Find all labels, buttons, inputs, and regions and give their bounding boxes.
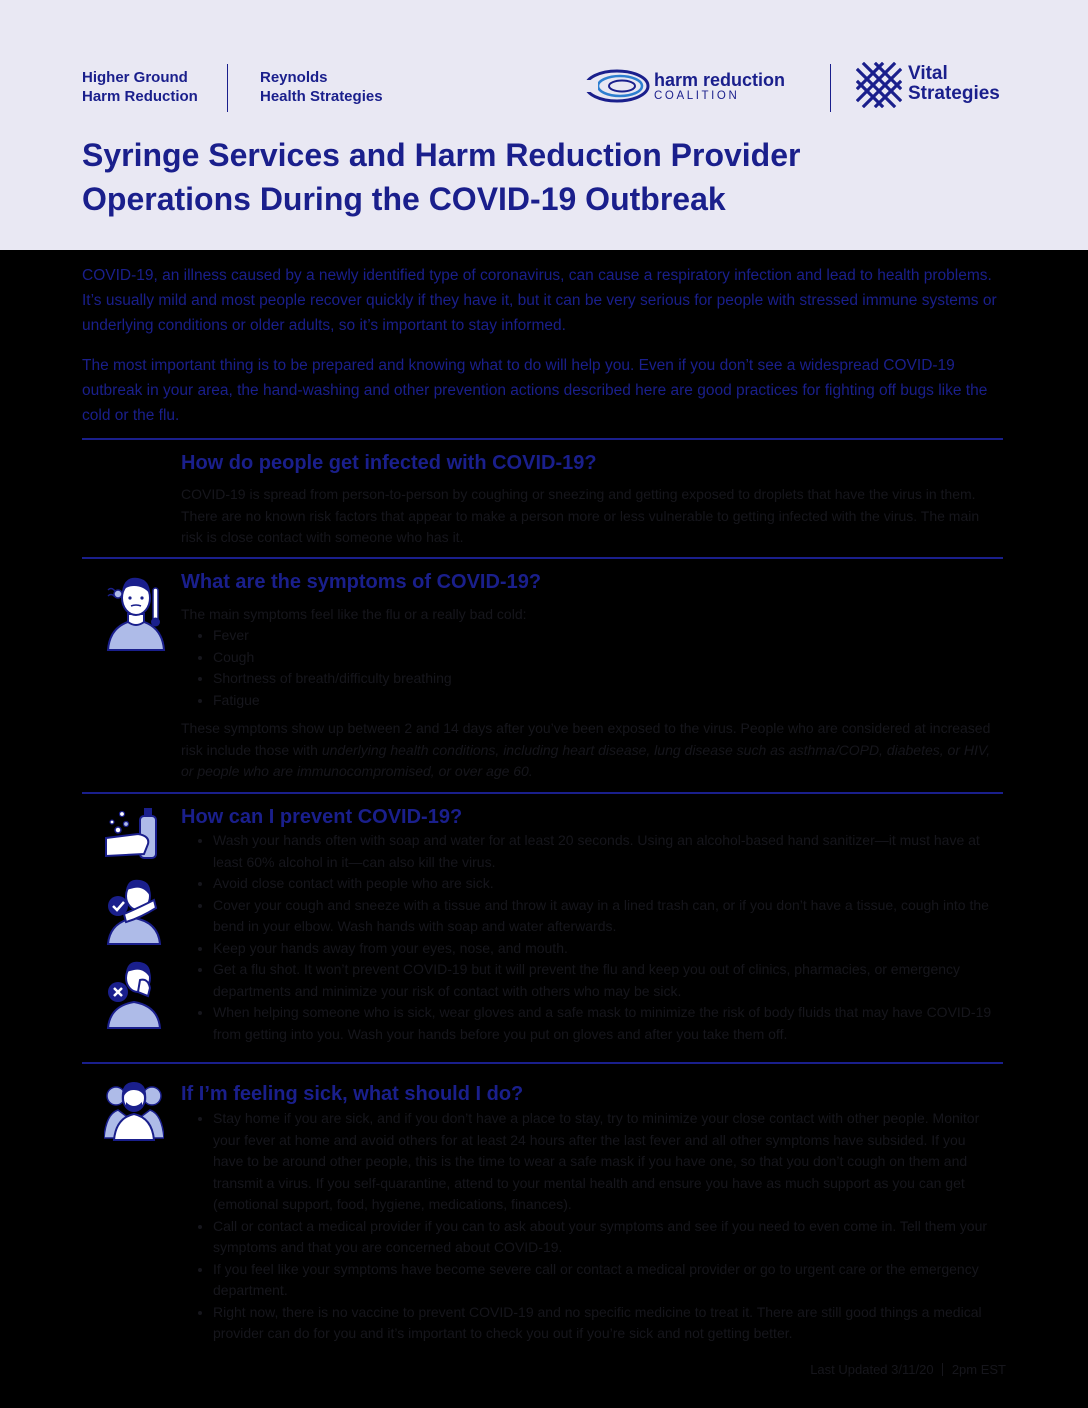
heading-prevent: How can I prevent COVID-19? [181, 806, 463, 828]
list-item: • Shortness of breath/difficulty breathing [213, 668, 993, 690]
org-higher-ground [82, 68, 198, 106]
symptoms-risk [181, 718, 996, 783]
list-item: • Call or contact a medical provider if you can to ask about your symptoms and see if you need to even come in. Tell them your symptoms and that you are concerned about COVID-19. [213, 1216, 993, 1259]
list-item: • Right now, there is no vaccine to prevent COVID-19 and no specific medicine to treat it. There are still good things a medical provider can do for you and it’s important to check you out if you’re sick and not getting better. [213, 1302, 993, 1345]
sick-list [181, 1108, 993, 1345]
symptoms-list [181, 625, 993, 711]
list-item: • If you feel like your symptoms have become severe call or contact a medical provider or go to urgent care or the emergency department. [213, 1259, 993, 1302]
list-item: • Stay home if you are sick, and if you don’t have a place to stay, try to minimize your close contact with other people. Monitor your fever at home and avoid others for at least 24 hours after the last fever and all other symptoms have subsided. If you have to be around other people, this is the time to wear a safe mask if you have one, so that you don’t cough on them and transmit a virus. If you self-quarantine, attend to your mental health and ensure you have as much support as you can get (emotional support, food, hygiene, medications, finances). [213, 1108, 993, 1216]
section-divider [82, 1062, 1003, 1064]
harm-reduction-coalition-logo [584, 66, 804, 106]
list-item: • Get a flu shot. It won’t prevent COVID-19 but it will prevent the flu and keep you out of clinics, pharmacies, or emergency departments and minimize your risk of contact with others who may be sick. [213, 959, 993, 1002]
vs-line2: Strategies [908, 83, 1000, 104]
last-updated-time: 2pm EST [951, 1362, 1006, 1377]
header-divider [227, 64, 228, 112]
list-item: • Fever [213, 625, 993, 647]
section-divider [82, 557, 1003, 559]
list-item: • When helping someone who is sick, wear gloves and a safe mask to minimize the risk of body fluids that may have COVID-19 from getting into you. Wash your hands before you put on gloves and after you take them off. [213, 1002, 993, 1045]
symptoms-lead: The main symptoms feel like the flu or a really bad cold: [181, 606, 527, 622]
swirl-icon [584, 66, 650, 106]
list-item: • Keep your hands away from your eyes, nose, and mouth. [213, 938, 993, 960]
list-item: • Cough [213, 647, 993, 669]
symptoms-risk-text: These symptoms show up between 2 and 14 days after you’ve been exposed to the virus. People who are considered at increased risk include those with [181, 720, 991, 758]
list-item: • Fatigue [213, 690, 993, 712]
section-divider [82, 438, 1003, 440]
org1-line2: Harm Reduction [82, 88, 198, 105]
list-item: • Avoid close contact with people who are sick. [213, 873, 993, 895]
last-updated [810, 1362, 1006, 1377]
intro-paragraph: The most important thing is to be prepared and knowing what to do will help you. Even if you don’t see a widespread COVID-19 outbreak in your area, the hand-washing and other prevention actions described here are good practices for fighting off bugs like the cold or the flu. [82, 357, 988, 424]
intro-paragraph: COVID-19, an illness caused by a newly identified type of coronavirus, can cause a respiratory infection and lead to health problems. It’s usually mild and most people recover quickly if they have it, but it can be very serious for people with stressed immune systems or underlying conditions or older adults, so it’s important to stay informed. [82, 267, 997, 334]
page-title [82, 133, 982, 221]
vs-line1: Vital [908, 63, 948, 84]
hrc-sub: COALITION [654, 90, 740, 102]
org1-line1: Higher Ground [82, 69, 188, 86]
footer-divider [942, 1363, 943, 1376]
lattice-icon [856, 62, 902, 108]
heading-infected: How do people get infected with COVID-19? [181, 452, 597, 474]
title-line1: Syringe Services and Harm Reduction Provider [82, 137, 801, 173]
vital-strategies-name [908, 64, 1000, 104]
prevent-list [181, 830, 993, 1045]
last-updated-date: Last Updated 3/11/20 [810, 1362, 934, 1377]
infected-body: COVID-19 is spread from person-to-person by coughing or sneezing and getting exposed to droplets that have the virus in them. There are no known risk factors that appear to make a person more or less vulnerable to getting infected with the virus. The main risk is close contact with someone who has it. [181, 486, 980, 545]
handwashing-icon [104, 804, 160, 862]
sick-person-thermometer-icon [104, 568, 168, 652]
title-line2: Operations During the COVID-19 Outbreak [82, 181, 726, 217]
list-item: • Cover your cough and sneeze with a tissue and throw it away in a lined trash can, or if you don’t have a tissue, cough into the bend in your elbow. Wash hands with soap and water afterwards. [213, 895, 993, 938]
section-divider [82, 792, 1003, 794]
org2-line2: Health Strategies [260, 88, 383, 105]
vital-strategies-logo [856, 62, 1016, 112]
symptoms-risk-italic: underlying health conditions, including heart disease, lung disease such as asthma/COPD, diabetes, or HIV, or people who are immunocompromised, or over age 60. [181, 741, 991, 779]
org2-line1: Reynolds [260, 69, 328, 86]
cough-hands-icon [104, 956, 162, 1030]
org-reynolds [260, 68, 383, 106]
heading-symptoms: What are the symptoms of COVID-19? [181, 571, 542, 593]
hrc-name: harm reduction [654, 70, 786, 90]
header-divider [830, 64, 831, 112]
heading-sick: If I’m feeling sick, what should I do? [181, 1083, 524, 1105]
list-item: • Wash your hands often with soap and water for at least 20 seconds. Using an alcohol-based hand sanitizer—it must have at least 60% alcohol in it—can also kill the virus. [213, 830, 993, 873]
page-header [0, 0, 1088, 250]
cough-elbow-icon [104, 874, 162, 946]
group-people-icon [104, 1076, 164, 1142]
